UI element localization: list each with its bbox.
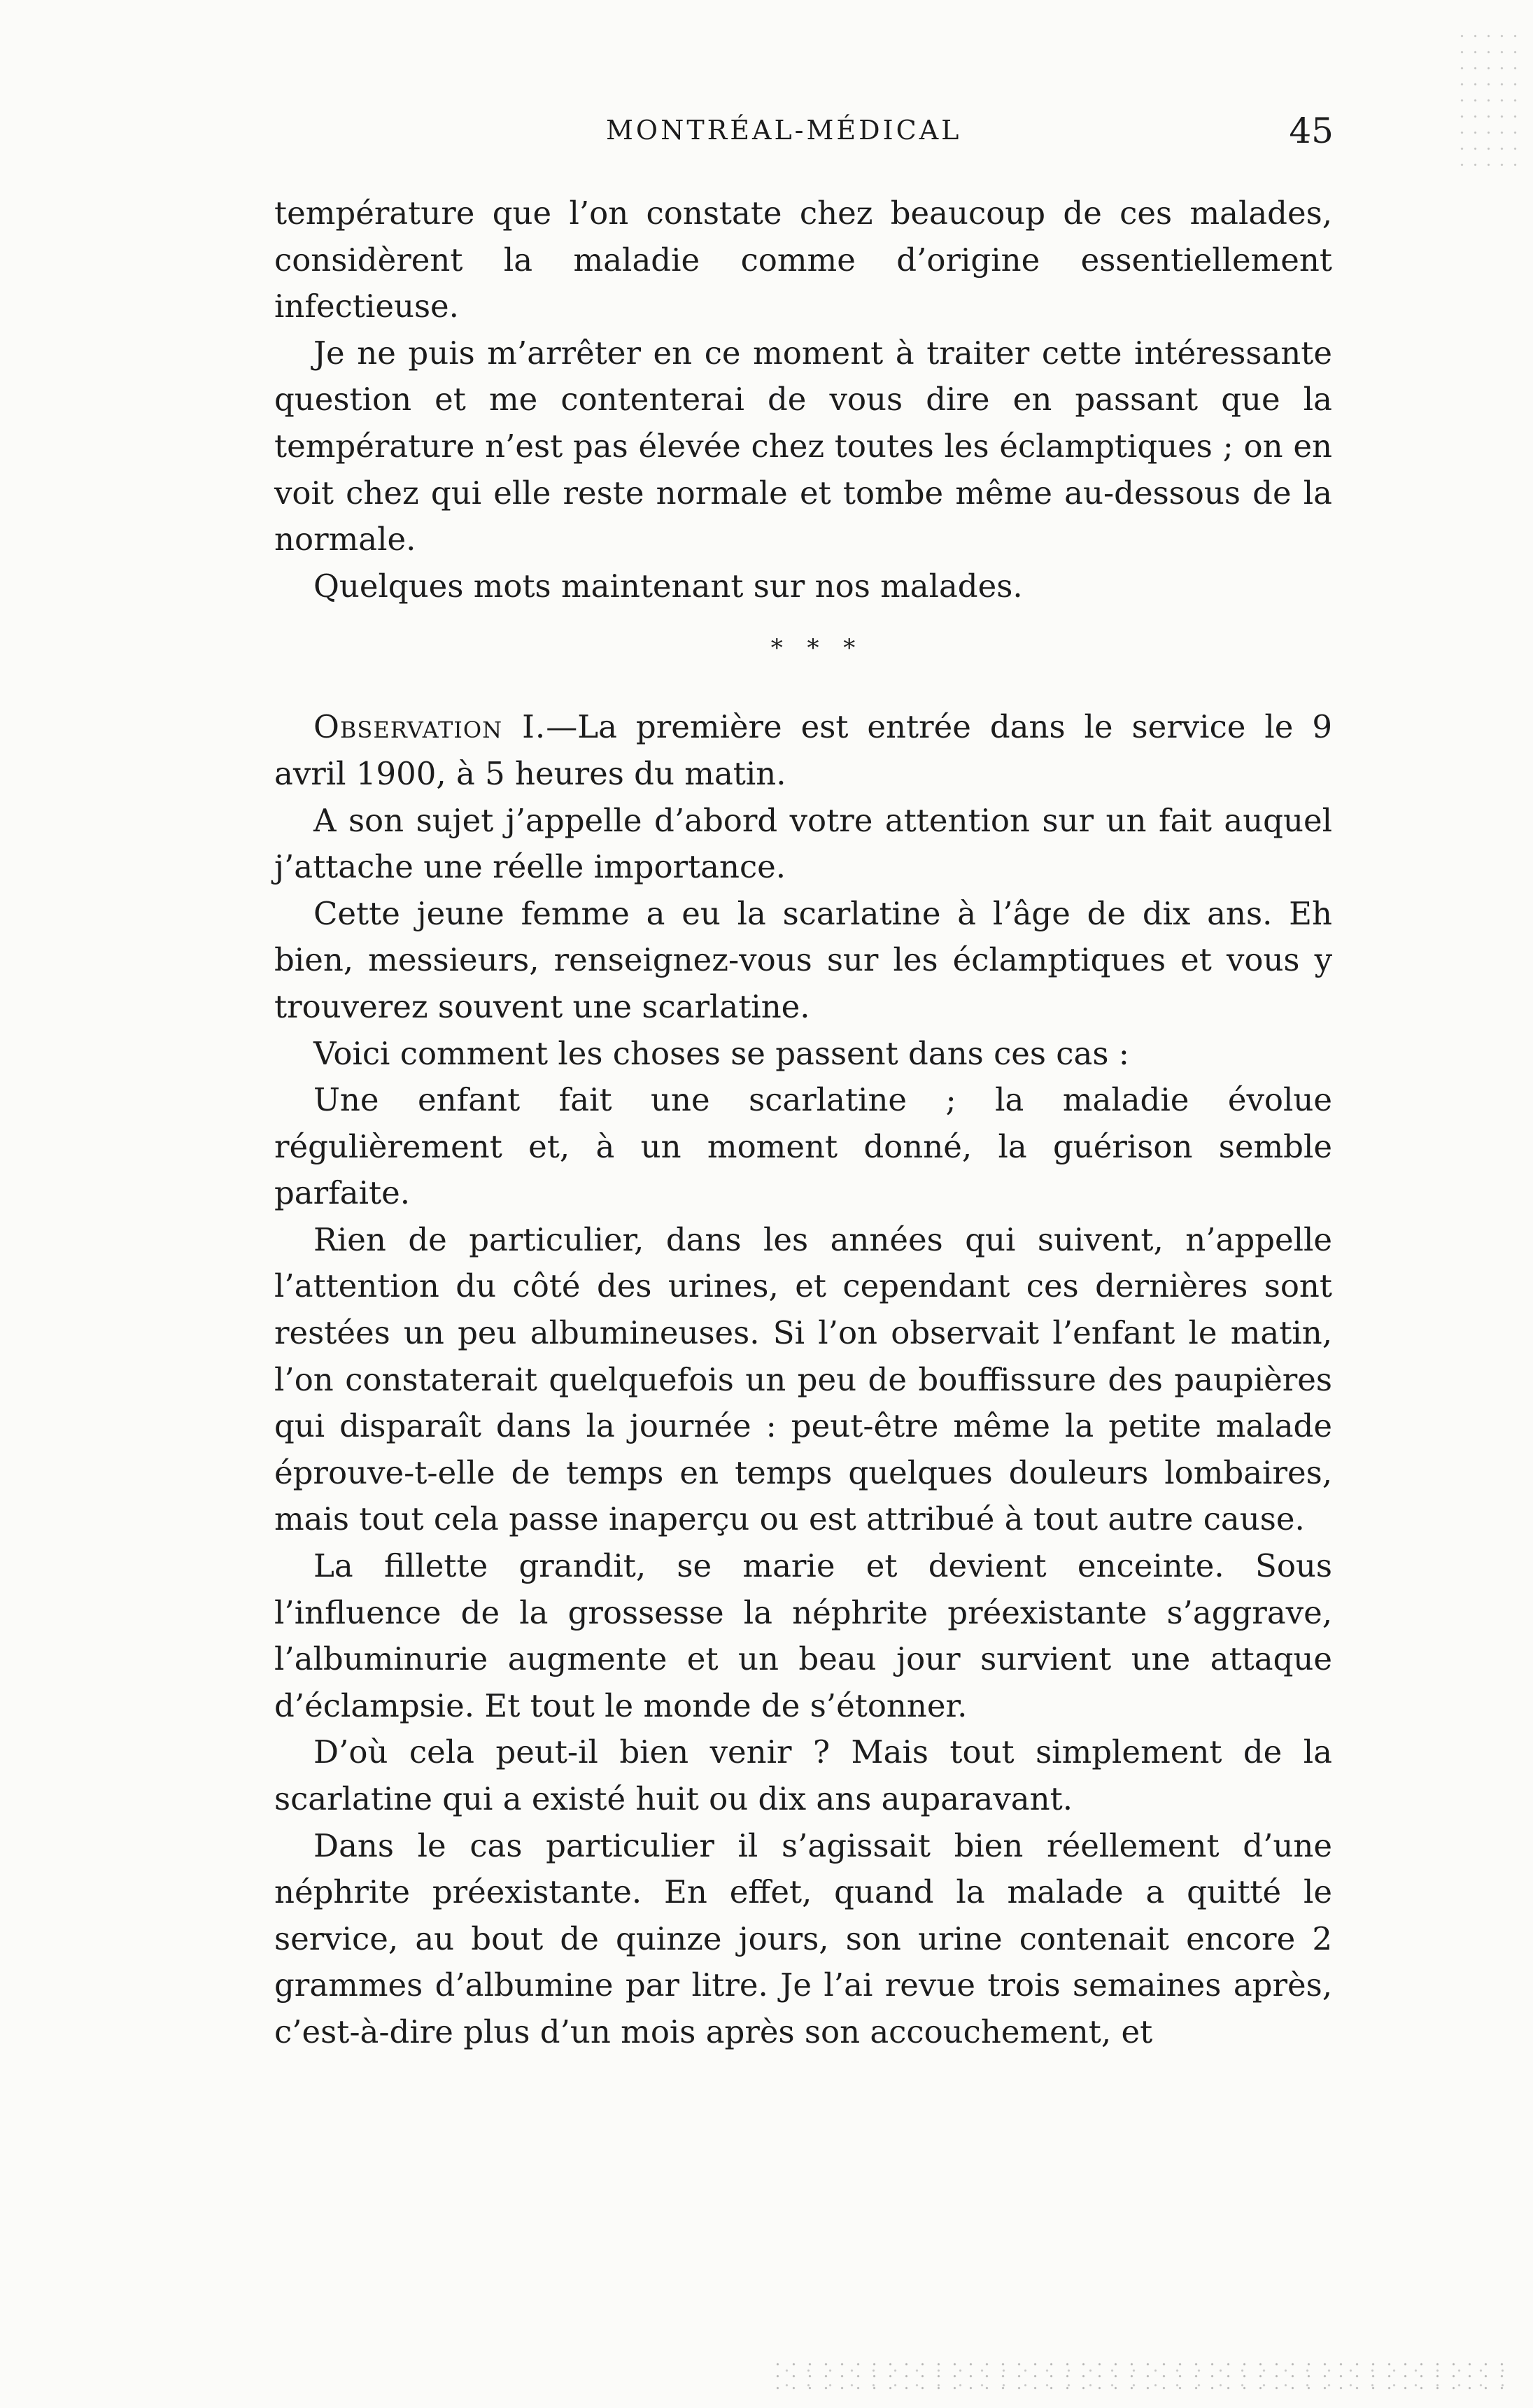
paragraph: Une enfant fait une scarlatine ; la maladie évolue régulièrement et, à un moment donné, la guérison semble parfaite. [274,1081,1332,1212]
paragraph-continued: température que l’on constate chez beaucoup de ces malades, considèrent la maladie comme d’origine essentiellement infectieuse. [274,195,1332,325]
scan-noise-bottom [770,2358,1511,2393]
page-number: 45 [1289,111,1334,151]
paragraph: Voici comment les choses se passent dans ces cas : [313,1034,1129,1072]
paragraph: La fillette grandit, se marie et devient enceinte. Sous l’influence de la grossesse la néphrite préexistante s’aggrave, l’albuminurie augmente et un beau jour survient une attaque d’éclampsie. Et tout le monde de s’étonner. [274,1547,1332,1724]
paragraph: Je ne puis m’arrêter en ce moment à traiter cette intéressante question et me contenterai de vous dire en passant que la température n’est pas élevée chez toutes les éclamptiques ; on en voit chez qui elle reste normale et tombe même au-dessous de la normale. [274,334,1332,558]
running-title: MONTRÉAL-MÉDICAL [606,115,962,146]
paragraph: Cette jeune femme a eu la scarlatine à l’âge de dix ans. Eh bien, messieurs, renseignez-vous sur les éclamptiques et vous y trouverez souvent une scarlatine. [274,894,1332,1025]
paragraph: Dans le cas particulier il s’agissait bien réellement d’une néphrite préexistante. En effet, quand la malade a quitté le service, au bout de quinze jours, son urine contenait encore 2 grammes d’albumine par litre. Je l’ai revue trois semaines après, c’est-à-dire plus d’un mois après son accouchement, et [274,1826,1332,2050]
observation-label: Observation I. [313,708,546,746]
asterism-glyphs: * * * [770,634,864,663]
running-head [277,105,1334,161]
observation-text: —La première est entrée dans le service le 9 avril 1900, à 5 heures du matin. [274,708,1332,792]
section-asterism [274,610,1332,703]
scan-noise-top-right [1455,28,1525,168]
paragraph: D’où cela peut-il bien venir ? Mais tout simplement de la scarlatine qui a existé huit ou dix ans auparavant. [274,1733,1332,1817]
observation-paragraph [274,704,1332,797]
paragraph: Quelques mots maintenant sur nos malades. [313,567,1023,605]
paragraph: A son sujet j’appelle d’abord votre attention sur un fait auquel j’attache une réelle importance. [274,801,1332,886]
body-text [274,190,1332,2056]
paragraph: Rien de particulier, dans les années qui suivent, n’appelle l’attention du côté des urines, et cependant ces dernières sont restées un peu albumineuses. Si l’on observait l’enfant le matin, l’on constaterait quelquefois un peu de bouffissure des paupières qui disparaît dans la journée : peut-être même la petite malade éprouve-t-elle de temps en temps quelques douleurs lombaires, mais tout cela passe inaperçu ou est attribué à tout autre cause. [274,1220,1332,1538]
